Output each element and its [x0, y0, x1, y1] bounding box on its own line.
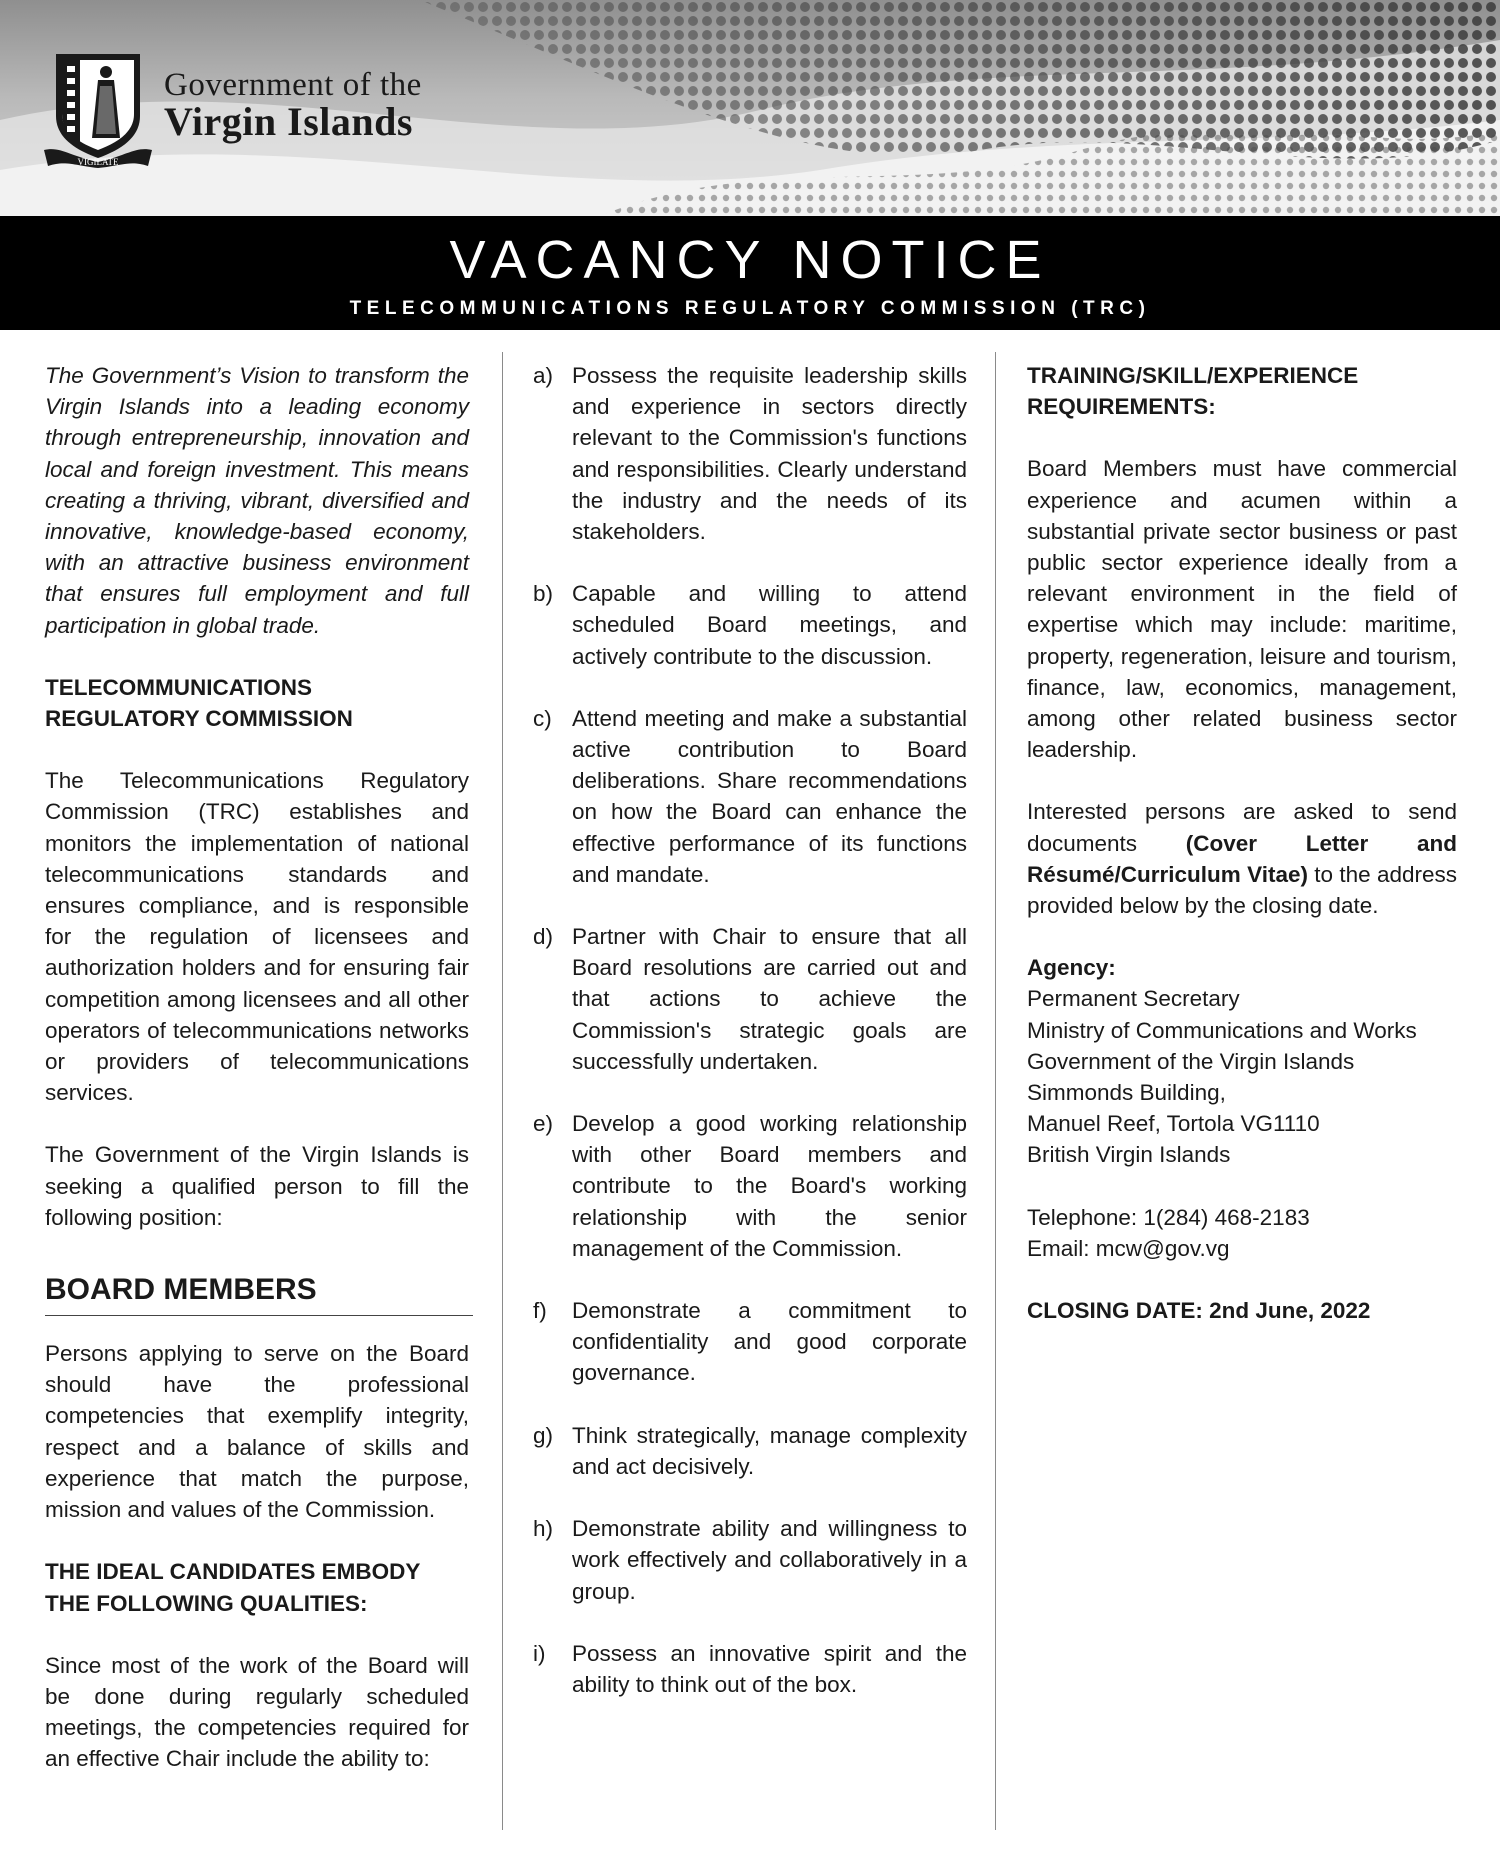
- position-title: BOARD MEMBERS: [45, 1271, 473, 1316]
- list-item: [533, 1638, 967, 1700]
- list-item: [533, 578, 967, 672]
- list-item-text: Demonstrate a commitment to confidentiality and good corporate governance.: [572, 1298, 967, 1386]
- email-address: Email: mcw@gov.vg: [1027, 1235, 1230, 1261]
- title-band: [0, 216, 1500, 330]
- list-item-text: Demonstrate ability and willingness to work effectively and collaboratively in a group.: [572, 1516, 967, 1604]
- qualities-intro: Since most of the work of the Board will be done during regularly scheduled meetings, the competencies required for an effective Chair include the ability to:: [45, 1652, 469, 1772]
- list-item-text: Possess the requisite leadership skills and experience in sectors directly relevant to the Commission's functions and responsibilities. Clearly understand the industry and the needs of its stakeholders.: [572, 363, 967, 545]
- list-item-label: g): [533, 1422, 554, 1448]
- list-item-label: a): [533, 363, 554, 388]
- list-item: [533, 1513, 967, 1607]
- address-line: Government of the Virgin Islands: [1027, 1048, 1355, 1074]
- logo-line-2: Virgin Islands: [164, 99, 413, 144]
- position-description: Persons applying to serve on the Board should have the professional competencies that exemplify integrity, respect and a balance of skills and experience that match the purpose, mission and values of the Commission.: [45, 1341, 469, 1523]
- qualities-list: [533, 360, 967, 1700]
- address-line: British Virgin Islands: [1027, 1142, 1231, 1168]
- list-item: [533, 703, 967, 890]
- list-item-label: c): [533, 705, 552, 731]
- trc-description: The Telecommunications Regulatory Commission (TRC) establishes and monitors the implementation of national telecommunications standards and ensures compliance, and is responsible for the regulation of licensees and authorization holders and for ensuring fair competition among licensees and all other operators of telecommunications networks or providers of telecommunications services.: [45, 768, 469, 1106]
- page-title: VACANCY NOTICE: [449, 230, 1051, 290]
- list-item-text: Attend meeting and make a substantial active contribution to Board deliberations. Share recommendations on how the Board can enhance the effective performance of its functions and mandate.: [572, 705, 967, 887]
- list-item-text: Partner with Chair to ensure that all Board resolutions are carried out and that actions to achieve the Commission's strategic goals are successfully undertaken.: [572, 924, 967, 1074]
- page-subtitle: TELECOMMUNICATIONS REGULATORY COMMISSION (TRC): [349, 298, 1151, 319]
- list-item: [533, 1420, 967, 1482]
- list-item: [533, 921, 967, 1077]
- motto-text: VIGILATE: [77, 157, 119, 167]
- address-line: Manuel Reef, Tortola VG1110: [1027, 1111, 1320, 1137]
- agency-heading: Agency:: [1027, 955, 1116, 981]
- address-line: Simmonds Building,: [1027, 1080, 1226, 1106]
- list-item-text: Think strategically, manage complexity and act decisively.: [572, 1422, 967, 1479]
- column-divider: [995, 352, 996, 1830]
- apply-documents: (Cover Letter and Résumé/Curriculum Vitae): [1027, 830, 1457, 887]
- column-right: [1027, 360, 1457, 1326]
- requirements-body: Board Members must have commercial experience and acumen within a substantial private sector business or past public sector experience ideally from a relevant environment in the field of expertise which may include: maritime, property, regeneration, leisure and tourism, finance, law, economics, management, among other related business sector leadership.: [1027, 456, 1457, 763]
- list-item-label: b): [533, 581, 554, 607]
- agency-address: [1027, 983, 1457, 1170]
- trc-heading: TELECOMMUNICATIONS REGULATORY COMMISSION: [45, 674, 353, 732]
- apply-text-start: Interested persons are asked to send documents: [1027, 799, 1457, 856]
- list-item-label: f): [533, 1298, 547, 1324]
- telephone: Telephone: 1(284) 468-2183: [1027, 1204, 1310, 1230]
- vision-statement: The Government’s Vision to transform the Virgin Islands into a leading economy through entrepreneurship, innovation and local and foreign investment. This means creating a thriving, vibrant, diversified and innovative, knowledge-based economy, with an attractive business environment that ensures full employment and full participation in global trade.: [45, 363, 469, 638]
- list-item: [533, 360, 967, 547]
- list-item-label: h): [533, 1516, 554, 1542]
- list-item-label: i): [533, 1640, 546, 1666]
- list-item-label: e): [533, 1111, 554, 1137]
- column-middle: [533, 360, 967, 1731]
- header-banner: [0, 0, 1500, 216]
- apply-text-end: to the address provided below by the closing date.: [1027, 861, 1458, 919]
- column-left: [45, 360, 469, 1775]
- logo-line-1: Government of the: [164, 67, 422, 103]
- list-item-text: Possess an innovative spirit and the ability to think out of the box.: [572, 1640, 967, 1697]
- closing-date: CLOSING DATE: 2nd June, 2022: [1027, 1298, 1371, 1324]
- seeking-statement: The Government of the Virgin Islands is seeking a qualified person to fill the following position:: [45, 1142, 469, 1230]
- government-logo: [40, 50, 480, 168]
- list-item-text: Develop a good working relationship with other Board members and contribute to the Board's working relationship with the senior management of the Commission.: [572, 1111, 967, 1261]
- application-instructions: [1027, 796, 1457, 921]
- address-line: Ministry of Communications and Works: [1027, 1017, 1417, 1043]
- address-line: Permanent Secretary: [1027, 986, 1240, 1012]
- column-divider: [502, 352, 503, 1830]
- requirements-heading: TRAINING/SKILL/EXPERIENCE REQUIREMENTS:: [1027, 363, 1359, 420]
- list-item: [533, 1295, 967, 1389]
- list-item: [533, 1108, 967, 1264]
- coat-of-arms-icon: [40, 50, 156, 168]
- list-item-label: d): [533, 924, 554, 950]
- qualities-heading: THE IDEAL CANDIDATES EMBODY THE FOLLOWING QUALITIES:: [45, 1559, 421, 1616]
- list-item-text: Capable and willing to attend scheduled Board meetings, and actively contribute to the discussion.: [572, 581, 967, 669]
